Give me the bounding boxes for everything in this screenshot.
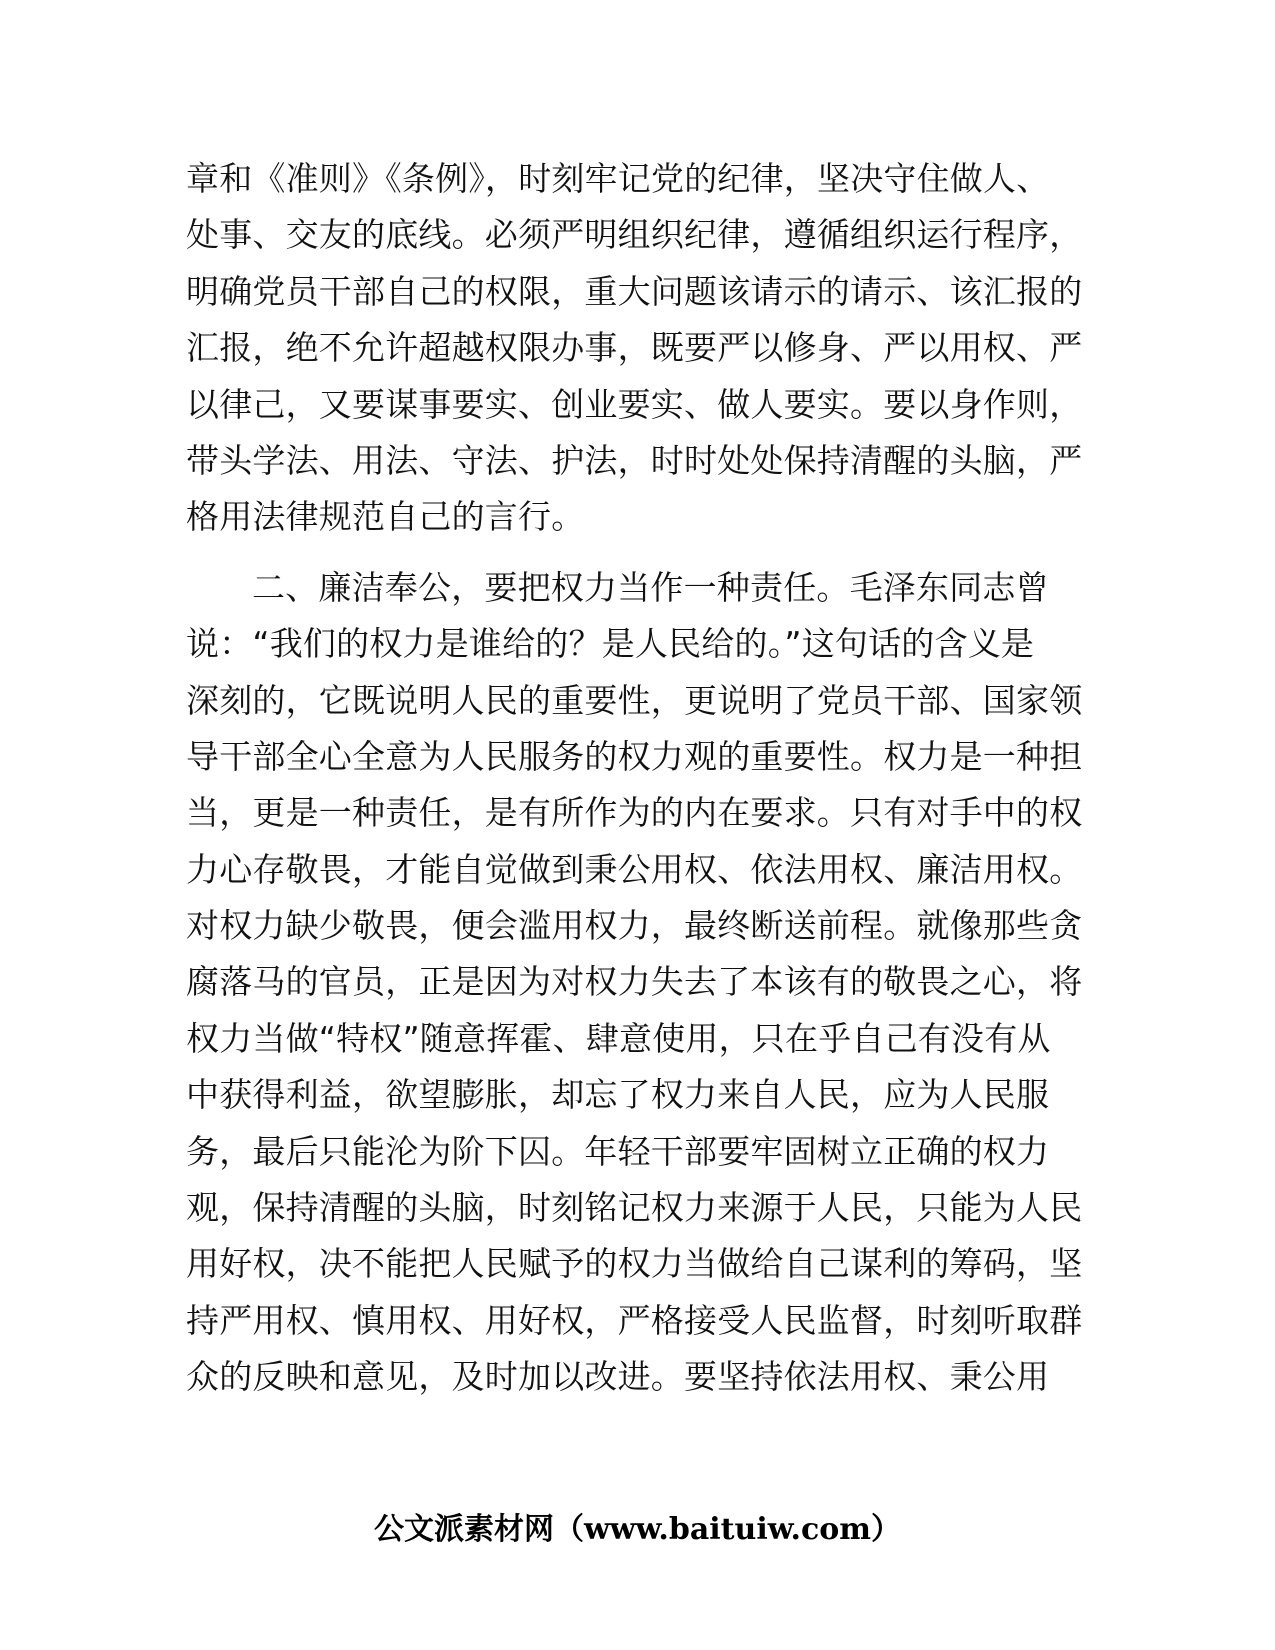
text-line: 用好权，决不能把人民赋予的权力当做给自己谋利的筹码，坚 [186, 1244, 1083, 1284]
text-line: 以律己，又要谋事要实、创业要实、做人要实。要以身作则， [186, 384, 1083, 424]
text-line: 导干部全心全意为人民服务的权力观的重要性。权力是一种担 [186, 736, 1083, 776]
page-footer-source: 公文派素材网（www.baituiw.com） [373, 1512, 902, 1547]
text-line: 二、廉洁奉公，要把权力当作一种责任。毛泽东同志曾 [252, 567, 1049, 607]
text-line: 处事、交友的底线。必须严明组织纪律，遵循组织运行程序， [186, 215, 1083, 255]
paragraph [186, 151, 1086, 546]
text-line: 格用法律规范自己的言行。 [186, 497, 585, 537]
text-line: 力心存敬畏，才能自觉做到秉公用权、依法用权、廉洁用权。 [186, 849, 1083, 889]
text-line: 务，最后只能沦为阶下囚。年轻干部要牢固树立正确的权力 [186, 1131, 1050, 1171]
text-line: 持严用权、慎用权、用好权，严格接受人民监督，时刻听取群 [186, 1300, 1083, 1340]
text-line: 明确党员干部自己的权限，重大问题该请示的请示、该汇报的 [186, 271, 1083, 311]
text-line: 对权力缺少敬畏，便会滥用权力，最终断送前程。就像那些贪 [186, 906, 1083, 946]
text-line: 权力当做“特权”随意挥霍、肆意使用，只在乎自己有没有从 [186, 1018, 1051, 1058]
text-line: 章和《准则》《条例》，时刻牢记党的纪律，坚决守住做人、 [186, 159, 1050, 198]
text-line: 当，更是一种责任，是有所作为的内在要求。只有对手中的权 [186, 793, 1083, 833]
paragraph [186, 560, 1086, 1406]
text-line: 腐落马的官员，正是因为对权力失去了本该有的敬畏之心，将 [186, 962, 1083, 1002]
text-line: 带头学法、用法、守法、护法，时时处处保持清醒的头脑，严 [186, 440, 1083, 480]
text-line: 观，保持清醒的头脑，时刻铭记权力来源于人民，只能为人民 [186, 1188, 1083, 1228]
document-body [186, 151, 1086, 1406]
text-line: 深刻的，它既说明人民的重要性，更说明了党员干部、国家领 [186, 680, 1083, 720]
paragraph-gap [186, 546, 1086, 560]
text-line: 中获得利益，欲望膨胀，却忘了权力来自人民，应为人民服 [186, 1075, 1050, 1115]
text-line: 汇报，绝不允许超越权限办事，既要严以修身、严以用权、严 [186, 328, 1083, 368]
text-line: 说：“我们的权力是谁给的？是人民给的。”这句话的含义是 [186, 624, 1035, 664]
text-line: 众的反映和意见，及时加以改进。要坚持依法用权、秉公用 [186, 1357, 1050, 1397]
